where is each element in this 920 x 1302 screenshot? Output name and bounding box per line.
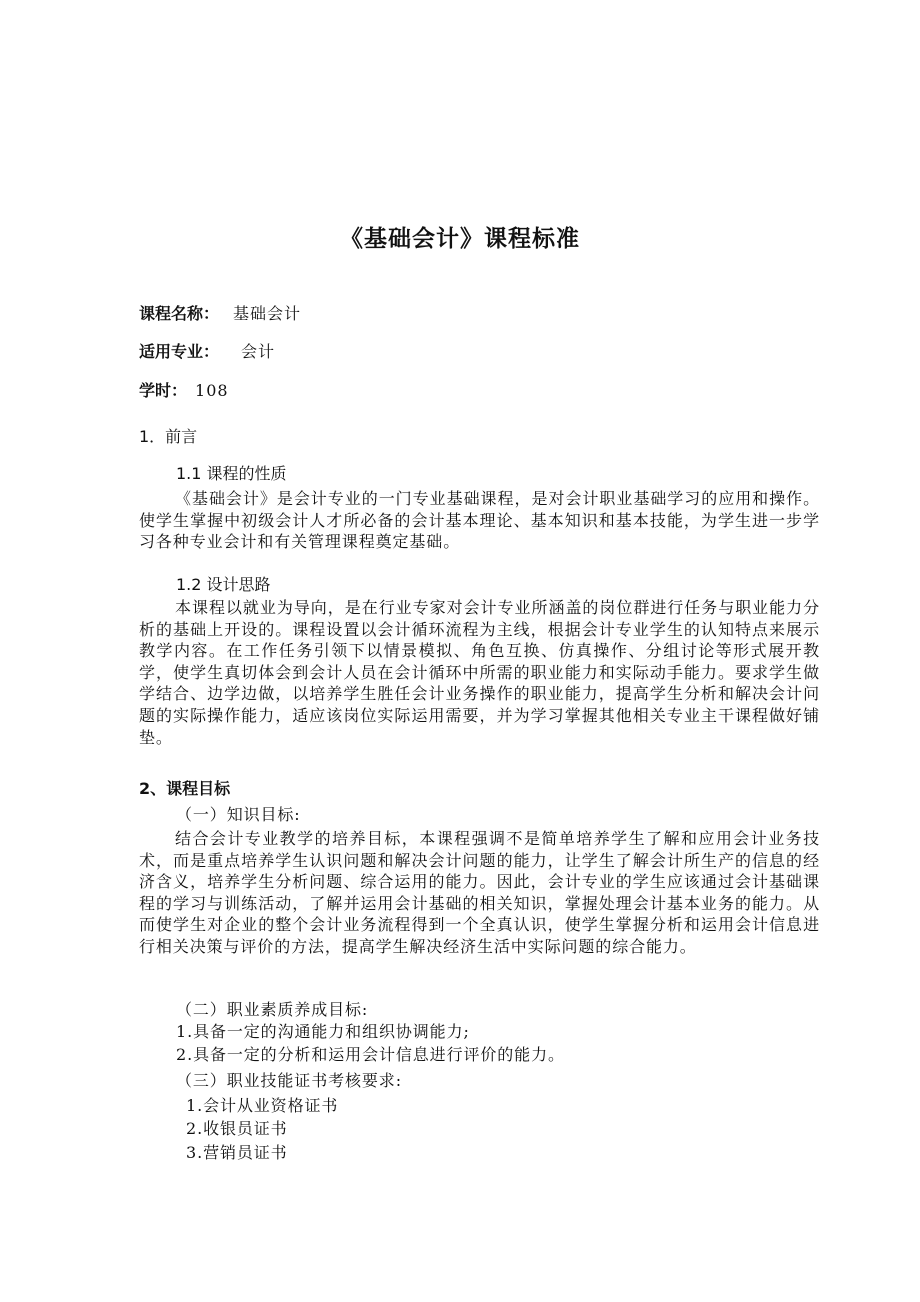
course-name-label: 课程名称： (139, 304, 220, 323)
major-label: 适用专业： (139, 342, 220, 361)
course-name-value: 基础会计 (233, 304, 302, 323)
design-idea-heading: 1.2 设计思路 (176, 575, 271, 594)
design-idea-paragraph: 本课程以就业为导向，是在行业专家对会计专业所涵盖的岗位群进行任务与职业能力分析的基础上开设的。课程设置以会计循环流程为主线，根据会计专业学生的认知特点来展示教学内容。在工作任务引领下以情景模拟、角色互换、仿真操作、分组讨论等形式展开教学，使学生真切体会到会计人员在会计循环中所需的职业能力和实际动手能力。要求学生做学结合、边学边做，以培养学生胜任会计业务操作的职业能力，提高学生分析和解决会计问题的实际操作能力，适应该岗位实际运用需要，并为学习掌握其他相关专业主干课程做好铺垫。 (139, 598, 820, 747)
certificate-item: 1.会计从业资格证书 (186, 1096, 339, 1115)
course-name-row (139, 303, 301, 325)
knowledge-objectives-heading: （一）知识目标: (176, 805, 301, 824)
certificate-item: 3.营销员证书 (186, 1143, 288, 1162)
objectives-heading: 2、课程目标 (139, 779, 231, 798)
certificate-item: 2.收银员证书 (186, 1119, 288, 1138)
course-nature-heading: 1.1 课程的性质 (176, 464, 287, 483)
certificate-requirements-heading: （三）职业技能证书考核要求: (176, 1071, 402, 1090)
hours-row (139, 380, 229, 402)
quality-item: 2.具备一定的分析和运用会计信息进行评价的能力。 (176, 1045, 565, 1064)
quality-item: 1.具备一定的沟通能力和组织协调能力; (176, 1022, 470, 1041)
major-row (139, 341, 275, 363)
preface-heading: 1．前言 (139, 427, 198, 446)
hours-label: 学时： (139, 381, 188, 400)
hours-value: 108 (195, 381, 229, 400)
quality-objectives-heading: （二）职业素质养成目标: (176, 1000, 369, 1019)
course-nature-paragraph: 《基础会计》是会计专业的一门专业基础课程，是对会计职业基础学习的应用和操作。使学生掌握中初级会计人才所必备的会计基本理论、基本知识和基本技能，为学生进一步学习各种专业会计和有关管理课程奠定基础。 (139, 489, 820, 552)
document-title: 《基础会计》课程标准 (340, 226, 580, 252)
major-value: 会计 (241, 342, 276, 361)
knowledge-objectives-paragraph: 结合会计专业教学的培养目标，本课程强调不是简单培养学生了解和应用会计业务技术，而是重点培养学生认识问题和解决会计问题的能力，让学生了解会计所生产的信息的经济含义，培养学生分析问题、综合运用的能力。因此，会计专业的学生应该通过会计基础课程的学习与训练活动，了解并运用会计基础的相关知识，掌握处理会计基本业务的能力。从而使学生对企业的整个会计业务流程得到一个全真认识，使学生掌握分析和运用会计信息进行相关决策与评价的方法，提高学生解决经济生活中实际问题的综合能力。 (139, 829, 820, 956)
